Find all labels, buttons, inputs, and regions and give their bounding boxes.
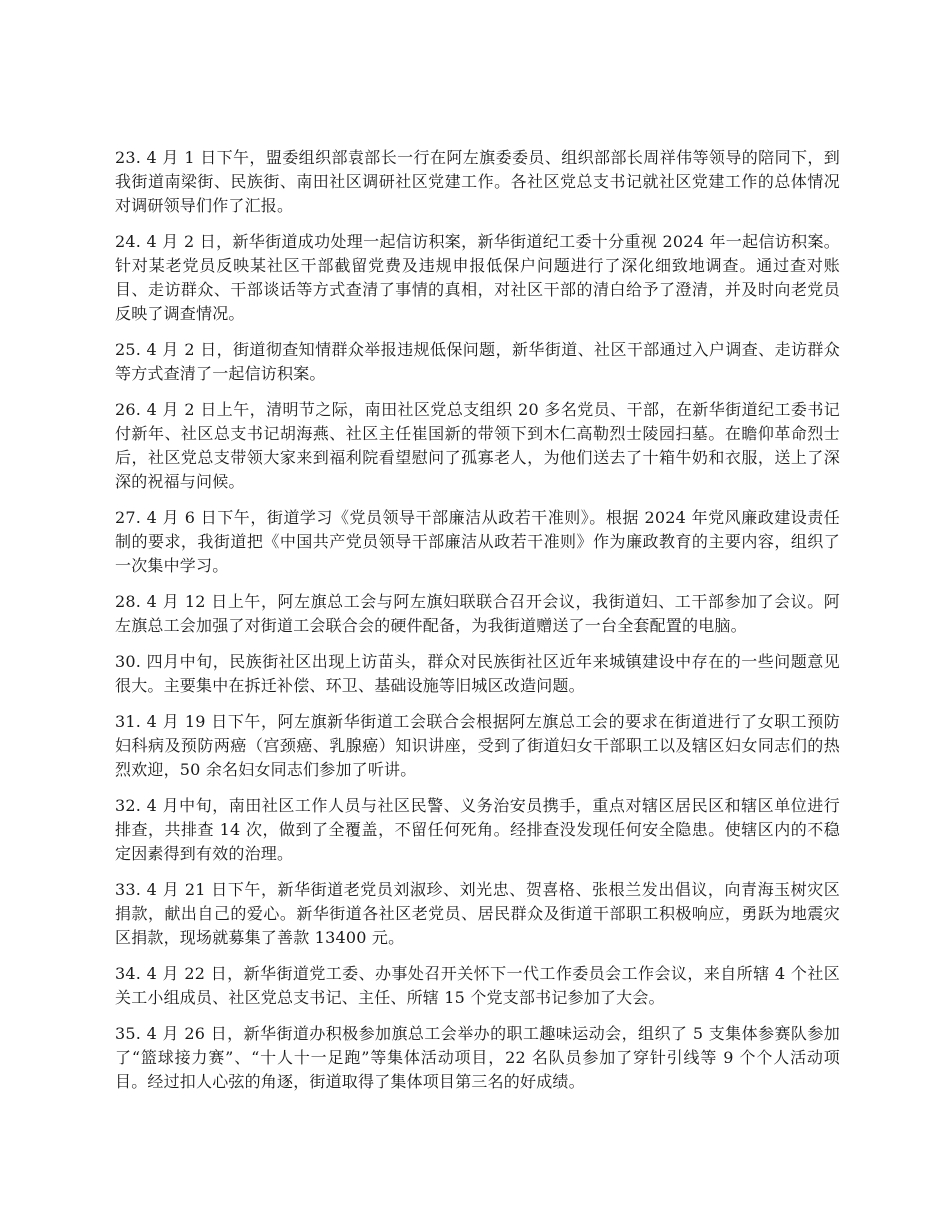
paragraph-33: 33. 4 月 21 日下午，新华街道老党员刘淑珍、刘光忠、贺喜格、张根兰发出倡议，向青海玉树灾区捐款，献出自己的爱心。新华街道各社区老党员、居民群众及街道干部职工积极响应，勇跃为地震灾区捐款，现场就募集了善款 13400 元。	[115, 880, 840, 947]
paragraph-27: 27. 4 月 6 日下午，街道学习《党员领导干部廉洁从政若干准则》。根据 2024 年党风廉政建设责任制的要求，我街道把《中国共产党员领导干部廉洁从政若干准则》作为廉政教育的主要内容，组织了一次集中学习。	[115, 508, 840, 575]
paragraph-28: 28. 4 月 12 日上午，阿左旗总工会与阿左旗妇联联合召开会议，我街道妇、工干部参加了会议。阿左旗总工会加强了对街道工会联合会的硬件配备，为我街道赠送了一台全套配置的电脑。	[115, 592, 840, 635]
paragraph-34: 34. 4 月 22 日，新华街道党工委、办事处召开关怀下一代工作委员会工作会议，来自所辖 4 个社区关工小组成员、社区党总支书记、主任、所辖 15 个党支部书记参加了大会。	[115, 964, 840, 1007]
paragraph-26: 26. 4 月 2 日上午，清明节之际，南田社区党总支组织 20 多名党员、干部，在新华街道纪工委书记付新年、社区总支书记胡海燕、社区主任崔国新的带领下到木仁高勒烈士陵园扫墓。在瞻仰革命烈士后，社区党总支带领大家来到福利院看望慰问了孤寡老人，为他们送去了十箱牛奶和衣服，送上了深深的祝福与问候。	[115, 400, 840, 491]
document-page	[115, 146, 840, 1106]
paragraph-35: 35. 4 月 26 日，新华街道办积极参加旗总工会举办的职工趣味运动会，组织了 5 支集体参赛队参加了“篮球接力赛”、“十人十一足跑”等集体活动项目，22 名队员参加了穿针引线等 9 个个人活动项目。经过扣人心弦的角逐，街道取得了集体项目第三名的好成绩。	[115, 1024, 840, 1091]
paragraph-25: 25. 4 月 2 日，街道彻查知情群众举报违规低保问题，新华街道、社区干部通过入户调查、走访群众等方式查清了一起信访积案。	[115, 340, 840, 383]
paragraph-31: 31. 4 月 19 日下午，阿左旗新华街道工会联合会根据阿左旗总工会的要求在街道进行了女职工预防妇科病及预防两癌（宫颈癌、乳腺癌）知识讲座，受到了街道妇女干部职工以及辖区妇女同志们的热烈欢迎，50 余名妇女同志们参加了听讲。	[115, 712, 840, 779]
paragraph-32: 32. 4 月中旬，南田社区工作人员与社区民警、义务治安员携手，重点对辖区居民区和辖区单位进行排查，共排查 14 次，做到了全覆盖，不留任何死角。经排查没发现任何安全隐患。使辖区内的不稳定因素得到有效的治理。	[115, 796, 840, 863]
paragraph-23: 23. 4 月 1 日下午，盟委组织部袁部长一行在阿左旗委委员、组织部部长周祥伟等领导的陪同下，到我街道南梁街、民族街、南田社区调研社区党建工作。各社区党总支书记就社区党建工作的总体情况对调研领导们作了汇报。	[115, 148, 840, 215]
paragraph-30: 30. 四月中旬，民族街社区出现上访苗头，群众对民族街社区近年来城镇建设中存在的一些问题意见很大。主要集中在拆迁补偿、环卫、基础设施等旧城区改造问题。	[115, 652, 840, 695]
paragraph-24: 24. 4 月 2 日，新华街道成功处理一起信访积案，新华街道纪工委十分重视 2024 年一起信访积案。针对某老党员反映某社区干部截留党费及违规申报低保户问题进行了深化细致地调查。通过查对账目、走访群众、干部谈话等方式查清了事情的真相，对社区干部的清白给予了澄清，并及时向老党员反映了调查情况。	[115, 232, 840, 323]
